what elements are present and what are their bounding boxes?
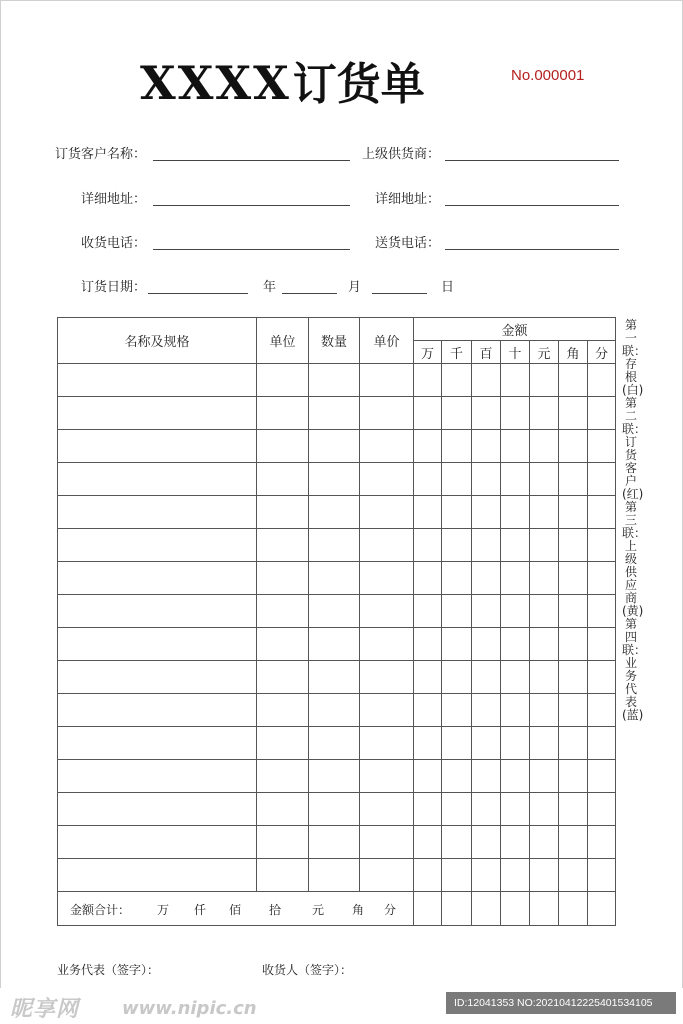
total-digit-cell[interactable] [559, 892, 588, 926]
table-row [58, 793, 616, 826]
table-cell[interactable] [309, 529, 360, 562]
table-cell[interactable] [414, 793, 442, 826]
table-cell[interactable] [309, 595, 360, 628]
table-row [58, 661, 616, 694]
table-cell[interactable] [257, 463, 309, 496]
table-cell[interactable] [559, 727, 588, 760]
table-cell[interactable] [257, 793, 309, 826]
table-cell[interactable] [442, 529, 472, 562]
receive-phone-label: 收货电话： [81, 236, 147, 251]
table-cell[interactable] [559, 793, 588, 826]
receive-phone-field[interactable] [153, 249, 350, 250]
table-cell[interactable] [530, 694, 559, 727]
watermark-logo: 昵享网 [10, 997, 80, 1022]
table-cell[interactable] [414, 463, 442, 496]
table-row [58, 826, 616, 859]
header-name-spec: 名称及规格 [58, 318, 257, 364]
total-unit: 拾 [269, 903, 282, 917]
table-cell[interactable] [559, 496, 588, 529]
table-cell[interactable] [414, 760, 442, 793]
table-cell[interactable] [360, 562, 414, 595]
table-row [58, 364, 616, 397]
table-cell[interactable] [414, 595, 442, 628]
table-cell[interactable] [257, 727, 309, 760]
table-row [58, 694, 616, 727]
table-cell[interactable] [442, 430, 472, 463]
table-cell[interactable] [360, 793, 414, 826]
table-cell[interactable] [559, 859, 588, 892]
table-cell[interactable] [414, 397, 442, 430]
table-cell[interactable] [414, 859, 442, 892]
table-cell[interactable] [588, 727, 616, 760]
table-cell[interactable] [530, 496, 559, 529]
table-cell[interactable] [472, 826, 501, 859]
table-cell[interactable] [530, 595, 559, 628]
table-cell[interactable] [309, 397, 360, 430]
form-title [140, 48, 425, 110]
total-digit-cell[interactable] [501, 892, 530, 926]
table-cell[interactable] [559, 397, 588, 430]
total-digit-cell[interactable] [588, 892, 616, 926]
total-unit: 仟 [194, 903, 207, 917]
table-cell[interactable] [309, 793, 360, 826]
supplier-label: 上级供货商： [362, 147, 441, 162]
table-cell[interactable] [257, 364, 309, 397]
table-cell[interactable] [588, 529, 616, 562]
table-cell[interactable] [442, 760, 472, 793]
table-cell[interactable] [309, 463, 360, 496]
table-cell[interactable] [588, 562, 616, 595]
table-cell[interactable] [442, 496, 472, 529]
total-unit: 佰 [229, 903, 242, 917]
address-right-label: 详细地址： [375, 192, 441, 207]
total-digit-cell[interactable] [414, 892, 442, 926]
table-cell[interactable] [58, 562, 257, 595]
digit-header: 分 [588, 341, 616, 364]
table-cell[interactable] [501, 430, 530, 463]
table-cell[interactable] [414, 628, 442, 661]
total-unit: 万 [157, 903, 170, 917]
table-cell[interactable] [530, 397, 559, 430]
month-label: 月 [348, 280, 362, 295]
total-label: 金额合计： [70, 903, 131, 917]
table-cell[interactable] [588, 463, 616, 496]
table-cell[interactable] [530, 859, 559, 892]
table-cell[interactable] [58, 694, 257, 727]
table-cell[interactable] [414, 496, 442, 529]
table-cell[interactable] [58, 430, 257, 463]
table-cell[interactable] [58, 529, 257, 562]
serial-number: No.000001 [511, 67, 585, 84]
table-cell[interactable] [472, 760, 501, 793]
table-cell[interactable] [588, 397, 616, 430]
table-cell[interactable] [501, 496, 530, 529]
table-cell[interactable] [360, 595, 414, 628]
rep-signature-label: 业务代表（签字）： [57, 963, 160, 977]
table-cell[interactable] [309, 430, 360, 463]
table-cell[interactable] [588, 364, 616, 397]
table-cell[interactable] [588, 793, 616, 826]
table-cell[interactable] [559, 562, 588, 595]
table-cell[interactable] [501, 364, 530, 397]
table-cell[interactable] [559, 661, 588, 694]
table-cell[interactable] [360, 826, 414, 859]
table-cell[interactable] [501, 661, 530, 694]
watermark-site: www.nipic.cn [122, 998, 257, 1019]
table-cell[interactable] [309, 859, 360, 892]
table-row [58, 463, 616, 496]
table-cell[interactable] [442, 793, 472, 826]
table-cell[interactable] [472, 595, 501, 628]
table-cell[interactable] [257, 529, 309, 562]
table-cell[interactable] [559, 529, 588, 562]
address-left-field[interactable] [153, 205, 350, 206]
table-cell[interactable] [442, 727, 472, 760]
total-digit-cell[interactable] [472, 892, 501, 926]
table-cell[interactable] [559, 826, 588, 859]
table-cell[interactable] [472, 727, 501, 760]
table-cell[interactable] [472, 496, 501, 529]
year-label: 年 [263, 280, 277, 295]
table-cell[interactable] [309, 760, 360, 793]
table-cell[interactable] [414, 826, 442, 859]
table-cell[interactable] [501, 694, 530, 727]
table-cell[interactable] [58, 496, 257, 529]
table-cell[interactable] [588, 760, 616, 793]
table-cell[interactable] [472, 529, 501, 562]
table-cell[interactable] [530, 562, 559, 595]
customer-name-field[interactable] [153, 160, 350, 161]
watermark-id: ID:12041353 NO:20210412225401534105 [446, 992, 676, 1014]
table-cell[interactable] [309, 364, 360, 397]
total-amount-cell [58, 892, 414, 926]
table-cell[interactable] [257, 496, 309, 529]
table-cell[interactable] [257, 430, 309, 463]
table-cell[interactable] [472, 694, 501, 727]
table-cell[interactable] [309, 826, 360, 859]
table-cell[interactable] [360, 628, 414, 661]
address-left-label: 详细地址： [81, 192, 147, 207]
table-row [58, 595, 616, 628]
table-cell[interactable] [360, 727, 414, 760]
table-cell[interactable] [360, 760, 414, 793]
table-cell[interactable] [442, 562, 472, 595]
total-unit: 元 [312, 903, 325, 917]
table-cell[interactable] [58, 463, 257, 496]
table-cell[interactable] [442, 595, 472, 628]
table-cell[interactable] [58, 661, 257, 694]
table-cell[interactable] [501, 529, 530, 562]
table-cell[interactable] [442, 463, 472, 496]
table-cell[interactable] [501, 463, 530, 496]
digit-header: 角 [559, 341, 588, 364]
table-cell[interactable] [414, 364, 442, 397]
table-cell[interactable] [309, 727, 360, 760]
digit-header: 万 [414, 341, 442, 364]
table-cell[interactable] [588, 430, 616, 463]
table-cell[interactable] [257, 694, 309, 727]
table-row [58, 562, 616, 595]
table-cell[interactable] [442, 859, 472, 892]
table-cell[interactable] [360, 694, 414, 727]
table-cell[interactable] [360, 529, 414, 562]
table-cell[interactable] [414, 694, 442, 727]
table-cell[interactable] [257, 562, 309, 595]
table-cell[interactable] [257, 595, 309, 628]
table-cell[interactable] [559, 463, 588, 496]
table-cell[interactable] [588, 496, 616, 529]
header-amount: 金额 [414, 318, 616, 341]
table-cell[interactable] [588, 694, 616, 727]
table-row [58, 760, 616, 793]
table-cell[interactable] [472, 628, 501, 661]
table-cell[interactable] [58, 859, 257, 892]
table-cell[interactable] [501, 859, 530, 892]
table-cell[interactable] [501, 595, 530, 628]
table-cell[interactable] [257, 628, 309, 661]
table-cell[interactable] [360, 397, 414, 430]
table-cell[interactable] [414, 727, 442, 760]
table-cell[interactable] [309, 661, 360, 694]
table-cell[interactable] [588, 628, 616, 661]
receiver-signature-label: 收货人（签字）： [262, 963, 353, 977]
digit-header: 百 [472, 341, 501, 364]
table-cell[interactable] [58, 397, 257, 430]
table-cell[interactable] [472, 859, 501, 892]
table-cell[interactable] [309, 628, 360, 661]
table-cell[interactable] [257, 826, 309, 859]
table-cell[interactable] [530, 430, 559, 463]
day-label: 日 [441, 280, 455, 295]
digit-header: 千 [442, 341, 472, 364]
table-cell[interactable] [360, 430, 414, 463]
table-cell[interactable] [501, 727, 530, 760]
table-row [58, 859, 616, 892]
table-row [58, 430, 616, 463]
table-row [58, 496, 616, 529]
table-cell[interactable] [442, 661, 472, 694]
table-cell[interactable] [559, 364, 588, 397]
table-cell[interactable] [58, 727, 257, 760]
table-cell[interactable] [588, 826, 616, 859]
table-cell[interactable] [414, 529, 442, 562]
total-digit-cell[interactable] [442, 892, 472, 926]
order-date-year-field[interactable] [148, 293, 248, 294]
supplier-field[interactable] [445, 160, 619, 161]
table-cell[interactable] [530, 727, 559, 760]
table-cell[interactable] [472, 430, 501, 463]
table-cell[interactable] [559, 595, 588, 628]
table-cell[interactable] [530, 463, 559, 496]
table-cell[interactable] [442, 628, 472, 661]
order-table [57, 317, 616, 926]
order-rows [58, 364, 616, 892]
table-cell[interactable] [472, 661, 501, 694]
digit-header: 十 [501, 341, 530, 364]
table-cell[interactable] [530, 364, 559, 397]
table-cell[interactable] [360, 496, 414, 529]
table-cell[interactable] [530, 793, 559, 826]
order-date-label: 订货日期： [81, 280, 147, 295]
table-cell[interactable] [588, 859, 616, 892]
delivery-phone-field[interactable] [445, 249, 619, 250]
table-cell[interactable] [501, 628, 530, 661]
table-cell[interactable] [414, 661, 442, 694]
table-row [58, 727, 616, 760]
copy-distribution-note: 第一联：存根(白)第二联：订货客户(红)第三联：上级供应商(黄)第四联：业务代表(蓝) [622, 318, 647, 722]
table-cell[interactable] [472, 364, 501, 397]
table-cell[interactable] [501, 760, 530, 793]
table-row [58, 529, 616, 562]
table-cell[interactable] [442, 826, 472, 859]
table-cell[interactable] [559, 628, 588, 661]
table-cell[interactable] [472, 463, 501, 496]
table-cell[interactable] [414, 562, 442, 595]
table-cell[interactable] [588, 661, 616, 694]
table-cell[interactable] [58, 595, 257, 628]
table-cell[interactable] [58, 628, 257, 661]
table-cell[interactable] [360, 364, 414, 397]
address-right-field[interactable] [445, 205, 619, 206]
table-cell[interactable] [257, 661, 309, 694]
table-cell[interactable] [501, 397, 530, 430]
digit-header: 元 [530, 341, 559, 364]
table-cell[interactable] [414, 430, 442, 463]
title-cjk: 订货单 [292, 59, 425, 110]
table-cell[interactable] [58, 364, 257, 397]
table-cell[interactable] [257, 760, 309, 793]
table-cell[interactable] [530, 529, 559, 562]
table-cell[interactable] [559, 760, 588, 793]
table-row [58, 628, 616, 661]
table-cell[interactable] [501, 826, 530, 859]
table-cell[interactable] [530, 661, 559, 694]
header-quantity: 数量 [309, 318, 360, 364]
table-cell[interactable] [309, 694, 360, 727]
table-cell[interactable] [360, 463, 414, 496]
table-cell[interactable] [530, 628, 559, 661]
total-digit-cell[interactable] [530, 892, 559, 926]
customer-name-label: 订货客户名称： [55, 147, 147, 162]
order-date-month-field[interactable] [282, 293, 337, 294]
table-cell[interactable] [472, 562, 501, 595]
table-cell[interactable] [472, 793, 501, 826]
header-unit: 单位 [257, 318, 309, 364]
table-cell[interactable] [501, 562, 530, 595]
table-cell[interactable] [442, 397, 472, 430]
header-unit-price: 单价 [360, 318, 414, 364]
delivery-phone-label: 送货电话： [375, 236, 441, 251]
total-unit: 分 [384, 903, 397, 917]
table-cell[interactable] [360, 859, 414, 892]
table-cell[interactable] [58, 760, 257, 793]
table-cell[interactable] [442, 364, 472, 397]
table-cell[interactable] [530, 760, 559, 793]
table-cell[interactable] [530, 826, 559, 859]
table-cell[interactable] [309, 562, 360, 595]
table-cell[interactable] [257, 397, 309, 430]
table-cell[interactable] [442, 694, 472, 727]
table-cell[interactable] [257, 859, 309, 892]
table-cell[interactable] [58, 793, 257, 826]
table-row [58, 397, 616, 430]
total-unit: 角 [352, 903, 365, 917]
table-cell[interactable] [559, 694, 588, 727]
title-latin: XXXX [140, 56, 291, 110]
table-cell[interactable] [309, 496, 360, 529]
table-cell[interactable] [588, 595, 616, 628]
order-date-day-field[interactable] [372, 293, 427, 294]
table-cell[interactable] [360, 661, 414, 694]
table-cell[interactable] [472, 397, 501, 430]
table-cell[interactable] [58, 826, 257, 859]
table-cell[interactable] [501, 793, 530, 826]
table-cell[interactable] [559, 430, 588, 463]
